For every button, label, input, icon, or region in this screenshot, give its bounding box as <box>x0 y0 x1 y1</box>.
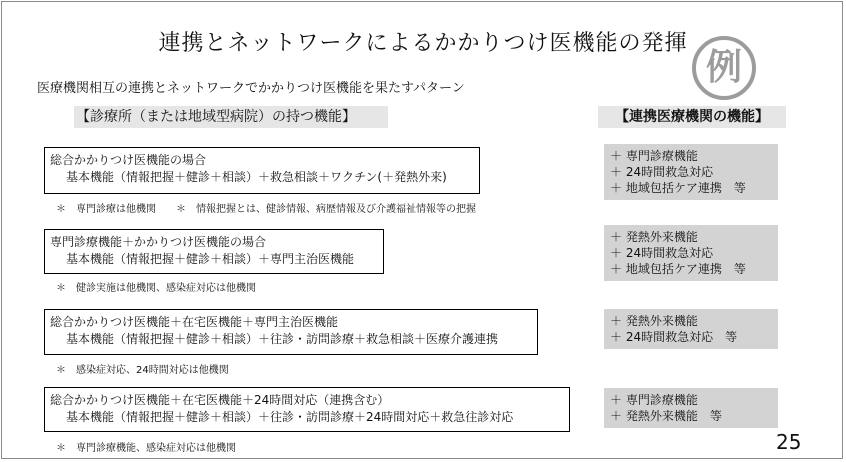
pattern-functions: 基本機能（情報把握＋健診＋相談）＋往診・訪問診療＋救急相談＋医療介護連携 <box>66 332 499 346</box>
partner-item: ＋ 24時間救急対応 等 <box>610 330 738 344</box>
partner-box-1 <box>604 144 778 200</box>
partner-item: ＋ 24時間救急対応 <box>610 165 714 179</box>
pattern-note-2: ＊ 健診実施は他機関、感染症対応は他機関 <box>56 283 256 294</box>
pattern-box-3 <box>44 309 538 355</box>
slide-subtitle: 医療機関相互の連携とネットワークでかかりつけ医機能を果たすパターン <box>37 81 465 96</box>
partner-functions-header: 【連携医療機関の機能】 <box>598 106 786 128</box>
pattern-title: 総合かかりつけ医機能＋在宅医機能＋24時間対応（連携含む） <box>50 393 390 407</box>
partner-item: ＋ 発熱外来機能 等 <box>610 409 722 423</box>
pattern-note-1: ＊ 専門診療は他機関 ＊ 情報把握とは、健診情報、病歴情報及び介護福祉情報等の把握 <box>56 204 476 215</box>
pattern-functions: 基本機能（情報把握＋健診＋相談）＋往診・訪問診療＋24時間対応＋救急往診対応 <box>66 410 514 424</box>
page-number: 25 <box>776 430 802 454</box>
example-stamp: 例 <box>692 36 756 100</box>
slide-title: 連携とネットワークによるかかりつけ医機能の発揮 <box>158 31 688 56</box>
pattern-functions: 基本機能（情報把握＋健診＋相談）＋救急相談＋ワクチン(＋発熱外来) <box>66 170 447 184</box>
partner-item: ＋ 発熱外来機能 <box>610 314 698 328</box>
partner-item: ＋ 24時間救急対応 <box>610 246 714 260</box>
partner-item: ＋ 地域包括ケア連携 等 <box>610 262 746 276</box>
pattern-box-2 <box>44 229 384 274</box>
pattern-functions: 基本機能（情報把握＋健診＋相談）＋専門主治医機能 <box>66 252 355 266</box>
pattern-note-4: ＊ 専門診療機能、感染症対応は他機関 <box>56 443 236 454</box>
pattern-title: 専門診療機能＋かかりつけ医機能の場合 <box>50 235 267 249</box>
pattern-box-1 <box>44 147 480 194</box>
partner-item: ＋ 専門診療機能 <box>610 149 698 163</box>
pattern-title: 総合かかりつけ医機能＋在宅医機能＋専門主治医機能 <box>50 315 339 329</box>
partner-box-3 <box>604 309 778 349</box>
partner-item: ＋ 地域包括ケア連携 等 <box>610 181 746 195</box>
partner-box-2 <box>604 225 778 281</box>
partner-box-4 <box>604 388 778 428</box>
pattern-note-3: ＊ 感染症対応、24時間対応は他機関 <box>56 365 229 376</box>
partner-item: ＋ 専門診療機能 <box>610 393 698 407</box>
partner-item: ＋ 発熱外来機能 <box>610 230 698 244</box>
clinic-functions-header: 【診療所（または地域型病院）の持つ機能】 <box>74 106 388 128</box>
pattern-title: 総合かかりつけ医機能の場合 <box>50 153 207 167</box>
pattern-box-4 <box>44 387 570 432</box>
